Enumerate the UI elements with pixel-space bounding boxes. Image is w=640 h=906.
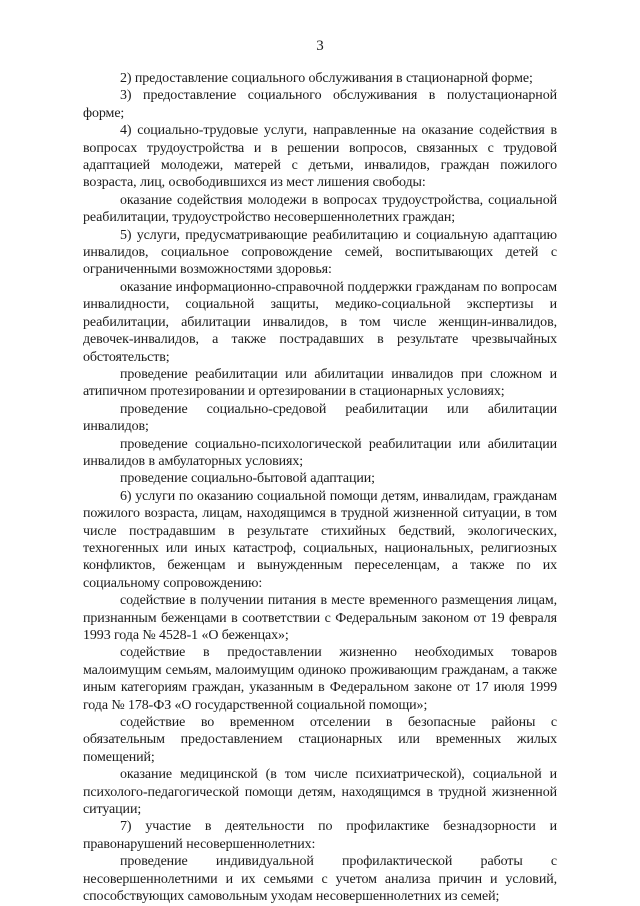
paragraph-item-3: 3) предоставление социального обслуживания в полустационарной форме; [83, 88, 557, 121]
paragraph-essential-goods: содействие в предоставлении жизненно необходимых товаров малоимущим семьям, малоимущим одиноко проживающим гражданам, а также иным категориям граждан, указанным в Федеральном законе от 17 июля 1999 года № 178-ФЗ «О государственной социальной помощи»; [83, 645, 557, 713]
paragraph-psychological-rehabilitation: проведение социально-психологической реабилитации или абилитации инвалидов в амбулаторных условиях; [83, 436, 557, 469]
paragraph-environmental-rehabilitation: проведение социально-средовой реабилитации или абилитации инвалидов; [83, 401, 557, 435]
document-body [83, 70, 557, 906]
paragraph-household-adaptation: проведение социально-бытовой адаптации; [120, 471, 375, 487]
page-number: 3 [316, 38, 324, 54]
paragraph-item-6: 6) услуги по оказанию социальной помощи детям, инвалидам, гражданам пожилого возраста, лицам, находящимся в трудной жизненной ситуации, в том числе пострадавшим в результате стихийных бедствий, экологических, техногенных или иных катастроф, социальных, национальных, религиозных конфликтов, беженцам и вынужденным переселенцам, а также по их социальному сопровождению: [83, 488, 557, 591]
paragraph-prosthetics-rehabilitation: проведение реабилитации или абилитации инвалидов при сложном и атипичном протезировании и ортезировании в стационарных условиях; [83, 366, 557, 400]
paragraph-item-2: 2) предоставление социального обслуживания в стационарной форме; [120, 71, 533, 86]
paragraph-individual-prevention: проведение индивидуальной профилактической работы с несовершеннолетними и их семьями с учетом анализа причин и условий, способствующих самовольным уходам несовершеннолетних из семей; [83, 854, 557, 905]
paragraph-employment-assistance: оказание содействия молодежи в вопросах трудоустройства, социальной реабилитации, трудоустройство несовершеннолетних граждан; [83, 192, 557, 226]
paragraph-item-7: 7) участие в деятельности по профилактике безнадзорности и правонарушений несовершеннолетних: [83, 819, 557, 852]
paragraph-medical-help: оказание медицинской (в том числе психиатрической), социальной и психолого-педагогической помощи детям, находящимся в трудной жизненной ситуации; [83, 767, 557, 818]
paragraph-temporary-resettlement: содействие во временном отселении в безопасные районы с обязательным предоставлением стационарных или временных жилых помещений; [83, 715, 557, 765]
paragraph-item-4: 4) социально-трудовые услуги, направленные на оказание содействия в вопросах трудоустройства и в решении вопросов, связанных с трудовой адаптацией молодежи, матерей с детьми, инвалидов, граждан пожилого возраста, лиц, освободившихся из мест лишения свободы: [83, 123, 557, 191]
paragraph-refugee-food: содействие в получении питания в месте временного размещения лицам, признанным беженцами в соответствии с Федеральным законом от 19 февраля 1993 года № 4528-1 «О беженцах»; [83, 593, 557, 643]
paragraph-item-5: 5) услуги, предусматривающие реабилитацию и социальную адаптацию инвалидов, социальное сопровождение семей, воспитывающих детей с ограниченными возможностями здоровья: [83, 227, 557, 278]
paragraph-information-support: оказание информационно-справочной поддержки гражданам по вопросам инвалидности, социальной защиты, медико-социальной экспертизы и реабилитации, абилитации инвалидов, в том числе женщин-инвалидов, девочек-инвалидов, а также пострадавших в результате чрезвычайных обстоятельств; [83, 279, 557, 365]
